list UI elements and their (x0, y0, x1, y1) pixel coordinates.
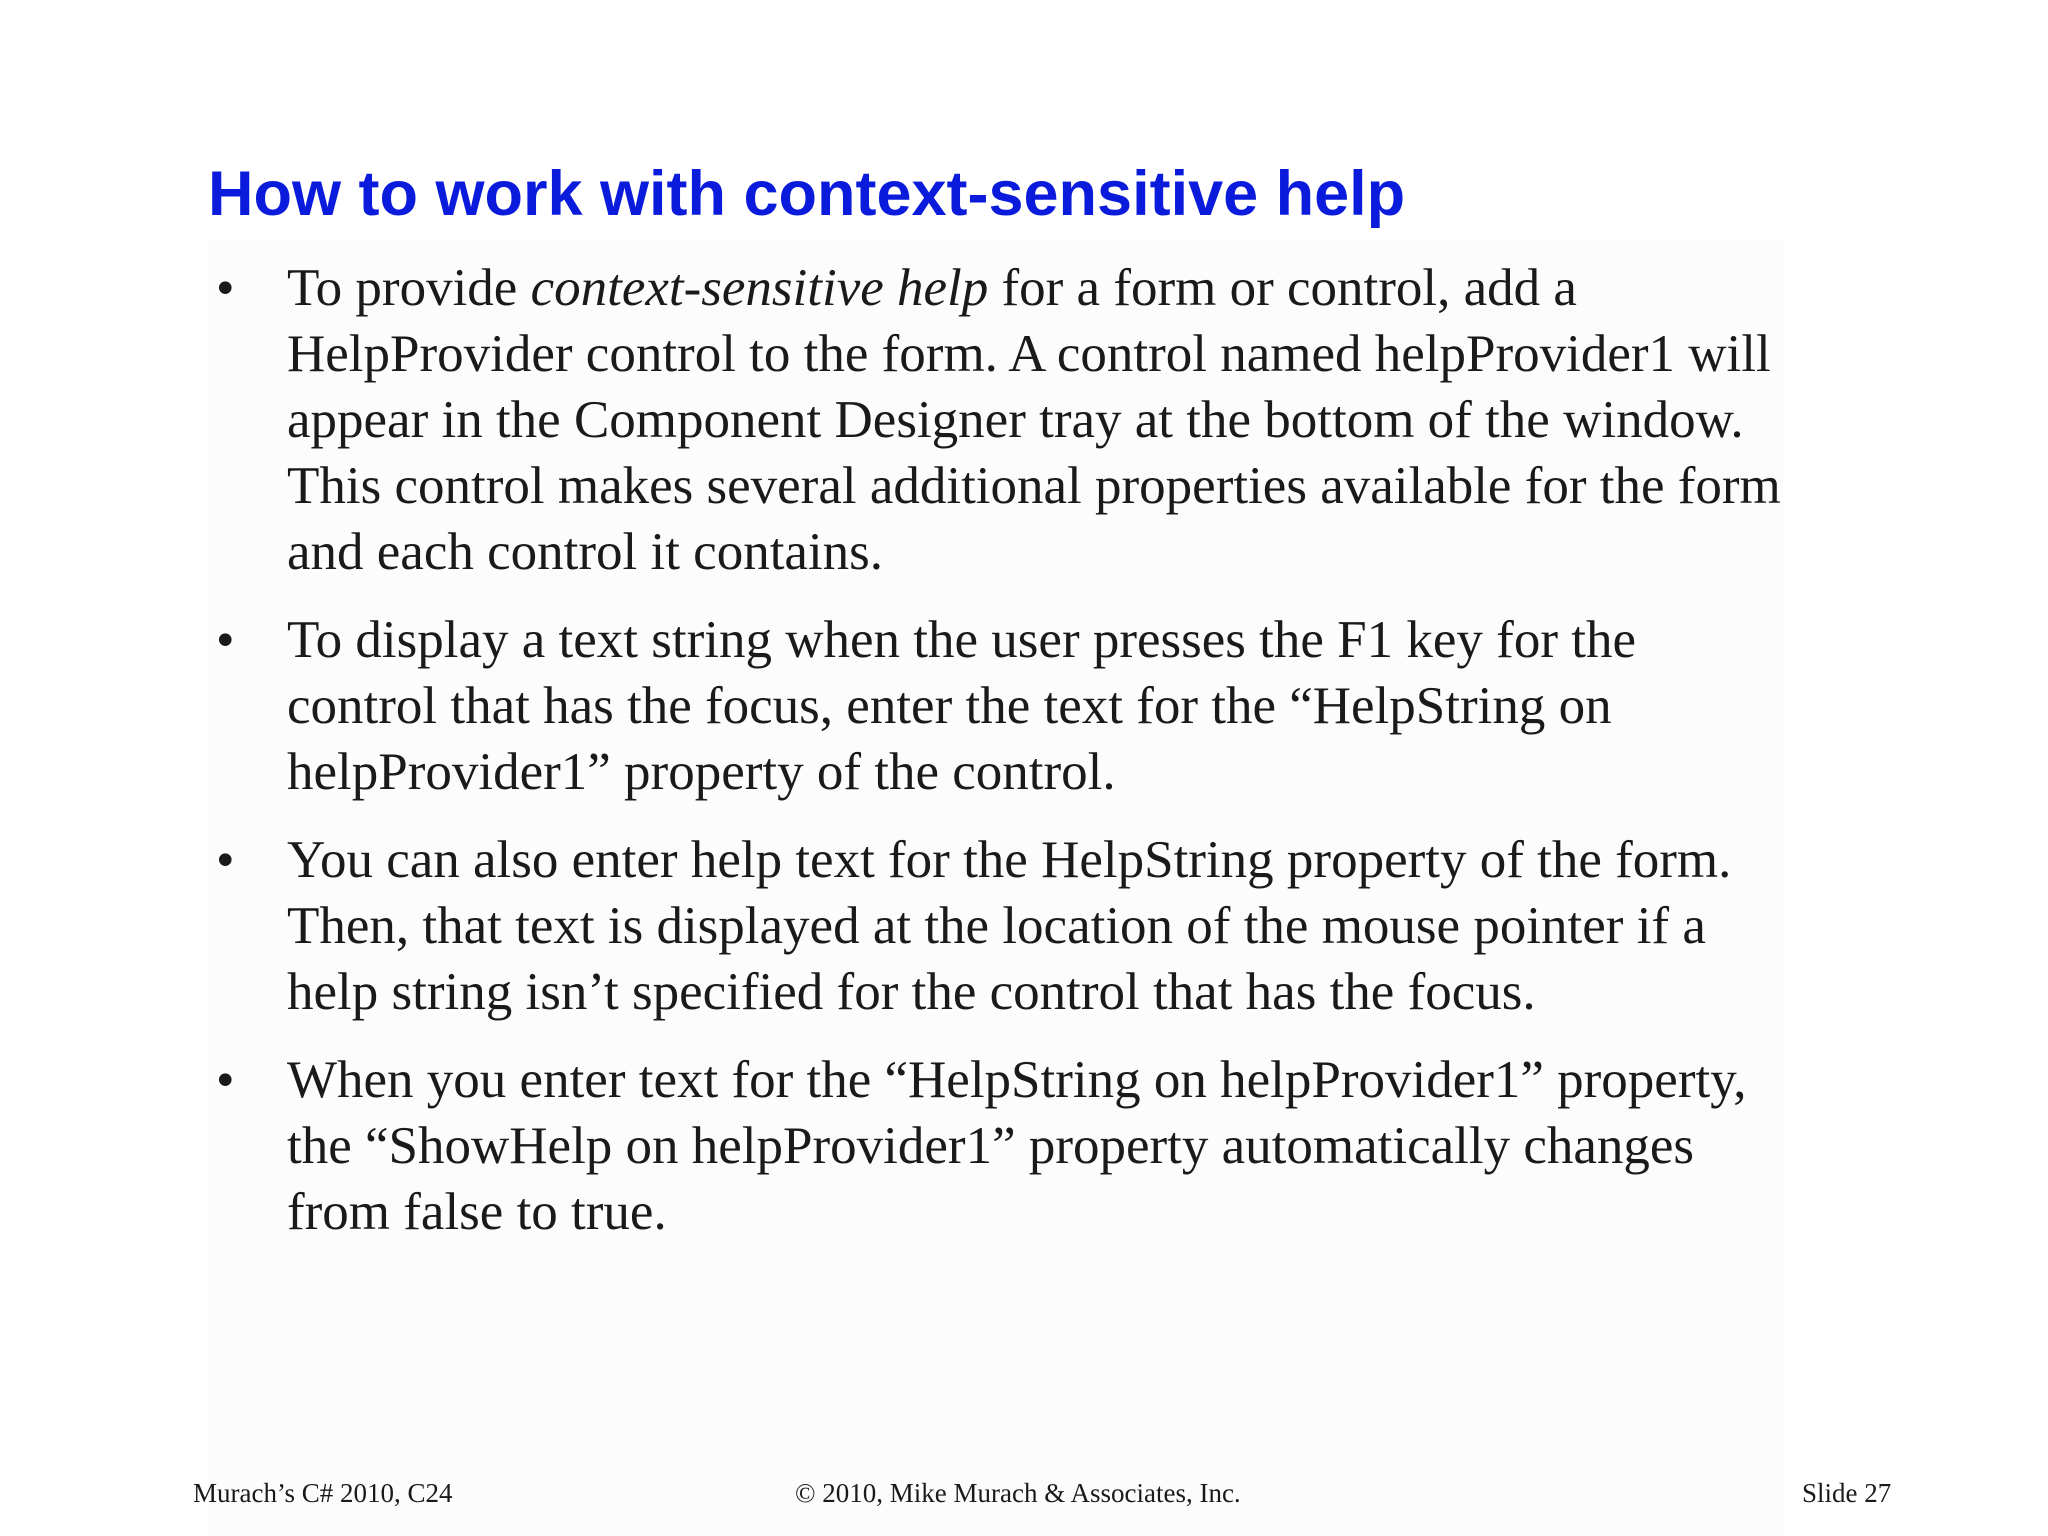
bullet-text-1-emphasis: context-sensitive help (530, 259, 989, 317)
bullet-dot-icon: • (216, 259, 235, 317)
bullet-text-4: When you enter text for the “HelpString on helpProvider1” property, the “ShowHelp on helpProvider1” property automatically changes from false to true. (287, 1051, 1747, 1241)
bullet-dot-icon: • (216, 1051, 235, 1109)
bullet-dot-icon: • (216, 831, 235, 889)
bullet-item-1 (207, 255, 1782, 585)
footer-copyright: © 2010, Mike Murach & Associates, Inc. (795, 1478, 1241, 1508)
bullet-text-1 (287, 259, 1781, 581)
bullet-text-2: To display a text string when the user presses the F1 key for the control that has the focus, enter the text for the “HelpString on helpProvider1” property of the control. (287, 611, 1636, 801)
bullet-item-4 (207, 1047, 1782, 1245)
bullet-text-1-before: To provide (287, 259, 531, 317)
bullet-item-2 (207, 607, 1782, 805)
slide-title: How to work with context-sensitive help (208, 159, 1406, 229)
bullet-item-3 (207, 827, 1782, 1025)
slide-footer (0, 1478, 2048, 1508)
bullet-dot-icon: • (216, 611, 235, 669)
bullet-text-3: You can also enter help text for the HelpString property of the form. Then, that text is displayed at the location of the mouse pointer if a help string isn’t specified for the control that has the focus. (287, 831, 1732, 1021)
footer-slide-number: Slide 27 (1802, 1478, 1892, 1508)
footer-course-label: Murach’s C# 2010, C24 (193, 1478, 453, 1508)
bullet-text-1-after: for a form or control, add a HelpProvider control to the form. A control named helpProvider1 will appear in the Component Designer tray at the bottom of the window. This control makes several additional properties available for the form and each control it contains. (287, 259, 1781, 581)
bullet-list (207, 255, 1782, 1267)
